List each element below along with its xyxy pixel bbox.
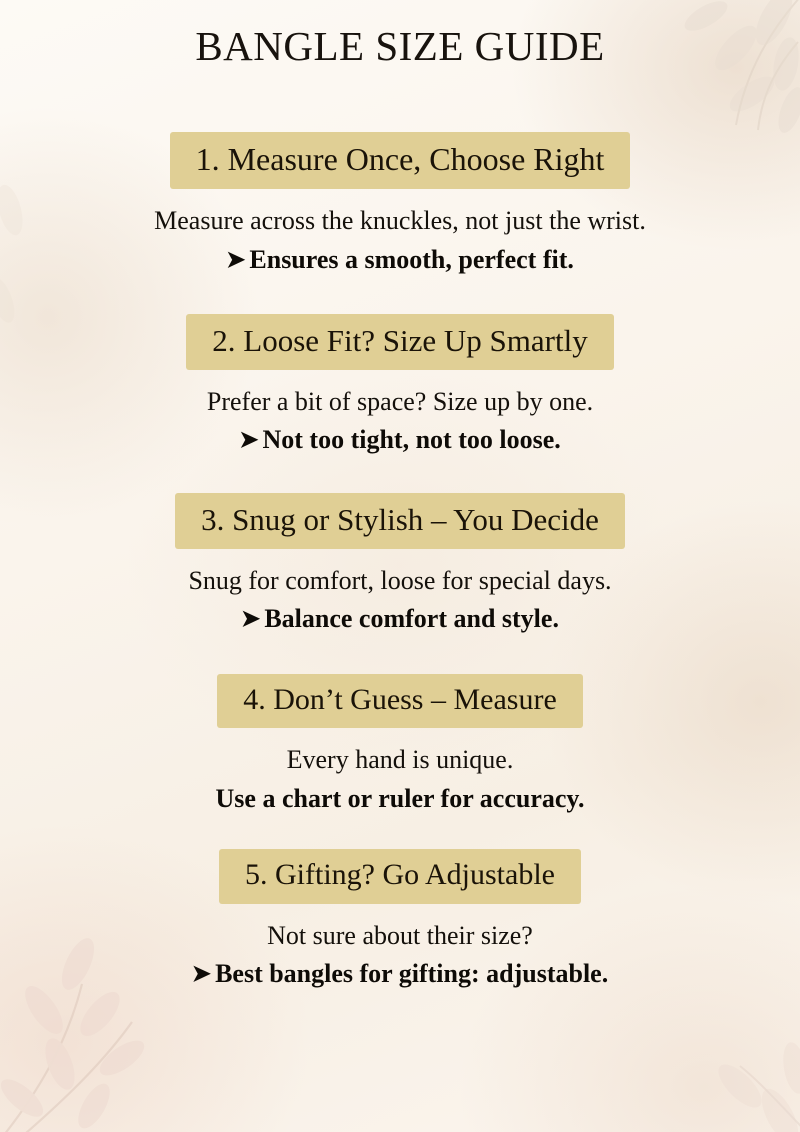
section-2-line2 <box>26 424 774 457</box>
section-4-heading: 4. Don’t Guess – Measure <box>217 674 583 729</box>
section-2-line2-text: Not too tight, not too loose. <box>262 425 561 455</box>
section-3-line2-text: Balance comfort and style. <box>264 604 559 634</box>
section-5-line2-text: Best bangles for gifting: adjustable. <box>215 959 609 989</box>
section-1-line2 <box>26 244 774 277</box>
section-1-line2-text: Ensures a smooth, perfect fit. <box>249 244 574 274</box>
arrow-icon: ➤ <box>191 961 212 987</box>
section-2-heading-wrap <box>26 314 774 370</box>
guide-section-4 <box>26 674 774 816</box>
guide-section-3 <box>26 493 774 636</box>
section-2-line1: Prefer a bit of space? Size up by one. <box>206 386 594 416</box>
section-3-heading: 3. Snug or Stylish – You Decide <box>175 493 625 549</box>
section-5-line1: Not sure about their size? <box>267 920 533 950</box>
section-1-heading: 1. Measure Once, Choose Right <box>170 132 631 189</box>
arrow-icon: ➤ <box>226 246 246 272</box>
section-4-heading-wrap <box>26 674 774 729</box>
section-4-line2: Use a chart or ruler for accuracy. <box>215 783 585 813</box>
section-5-heading-wrap <box>26 849 774 904</box>
section-5-heading: 5. Gifting? Go Adjustable <box>219 849 581 904</box>
section-3-line1: Snug for comfort, loose for special days. <box>188 565 612 595</box>
arrow-icon: ➤ <box>239 427 259 453</box>
section-3-line2 <box>26 603 774 636</box>
guide-section-1 <box>26 132 774 276</box>
section-4-line1: Every hand is unique. <box>286 745 514 775</box>
page-title: BANGLE SIZE GUIDE <box>195 23 605 69</box>
arrow-icon: ➤ <box>241 606 261 632</box>
section-1-heading-wrap <box>26 132 774 189</box>
section-1-line1: Measure across the knuckles, not just the wrist. <box>154 206 646 236</box>
guide-section-5 <box>26 849 774 991</box>
section-3-heading-wrap <box>26 493 774 549</box>
section-2-heading: 2. Loose Fit? Size Up Smartly <box>186 314 613 370</box>
section-5-line2 <box>26 958 774 991</box>
guide-section-2 <box>26 314 774 457</box>
poster-content <box>0 22 800 991</box>
